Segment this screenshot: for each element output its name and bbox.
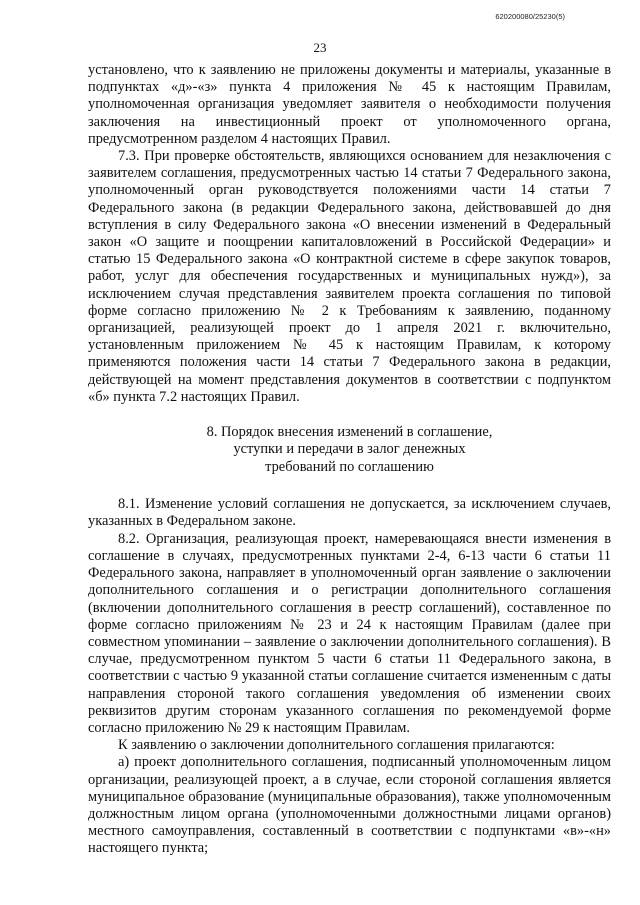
section-heading: [88, 424, 611, 476]
paragraph-8-1: 8.1. Изменение условий соглашения не допускается, за исключением случаев, указанных в Федеральном законе.: [88, 496, 611, 530]
document-body: [88, 62, 611, 858]
paragraph-item-a: а) проект дополнительного соглашения, подписанный уполномоченным лицом организации, реализующей проект, а в случае, если стороной соглашения является муниципальное образование (муниципальные образования), также уполномоченным должностным лицом органа (уполномоченными должностными лицами органов) местного самоуправления, составленный в соответствии с подпунктами «в»-«н» настоящего пункта;: [88, 754, 611, 857]
document-code: 620200080/25230(5): [495, 12, 565, 21]
paragraph-8-2: 8.2. Организация, реализующая проект, намеревающаяся внести изменения в соглашение в случаях, предусмотренных пунктами 2-4, 6-13 части 6 статьи 11 Федерального закона, направляет в уполномоченный орган заявление о заключении дополнительного соглашения и о регистрации дополнительного соглашения (включении дополнительного соглашения в реестр соглашений), составленное по форме согласно приложениям № 23 и 24 к настоящим Правилам (далее при совместном упоминании – заявление о заключении дополнительного соглашения). В случае, предусмотренном пунктом 5 части 6 статьи 11 Федерального закона, в соответствии с частью 9 указанной статьи соглашение считается измененным с даты направления стороной такого соглашения уведомления об изменении своих реквизитов другим сторонам указанного соглашения по рекомендуемой форме согласно приложению № 29 к настоящим Правилам.: [88, 530, 611, 736]
section-heading-line: требований по соглашению: [265, 458, 434, 475]
paragraph-7-3: 7.3. При проверке обстоятельств, являющихся основанием для незаключения с заявителем соглашения, предусмотренных частью 14 статьи 7 Федерального закона, уполномоченный орган руководствуется положениями части 14 статьи 7 Федерального закона (в редакции Федерального закона, действовавшей до дня вступления в силу Федерального закона «О внесении изменений в Федеральный закон «О защите и поощрении капиталовложений в Российской Федерации» и статью 15 Федерального закона «О контрактной системе в сфере закупок товаров, работ, услуг для обеспечения государственных и муниципальных нужд»), за исключением случая представления заявителем проекта соглашения по типовой форме согласно приложению № 2 к Требованиям к заявлению, поданному организацией, реализующей проект до 1 апреля 2021 г. включительно, установленным приложением № 45 к настоящим Правилам, к которому применяются положения части 14 статьи 7 Федерального закона в редакции, действующей на момент представления документов в соответствии с подпунктом «б» пункта 7.2 настоящих Правил.: [88, 148, 611, 405]
paragraph-attachments-intro: К заявлению о заключении дополнительного соглашения прилагаются:: [118, 737, 555, 754]
paragraph-continuation: установлено, что к заявлению не приложены документы и материалы, указанные в подпунктах «д»-«з» пункта 4 приложения № 45 к настоящим Правилам, уполномоченная организация уведомляет заявителя о необходимости получения заключения на инвестиционный проект от уполномоченного органа, предусмотренном разделом 4 настоящих Правил.: [88, 62, 611, 147]
page-number: 23: [313, 40, 327, 55]
section-heading-line: уступки и передачи в залог денежных: [233, 441, 466, 458]
section-heading-line: 8. Порядок внесения изменений в соглашение,: [206, 424, 493, 441]
